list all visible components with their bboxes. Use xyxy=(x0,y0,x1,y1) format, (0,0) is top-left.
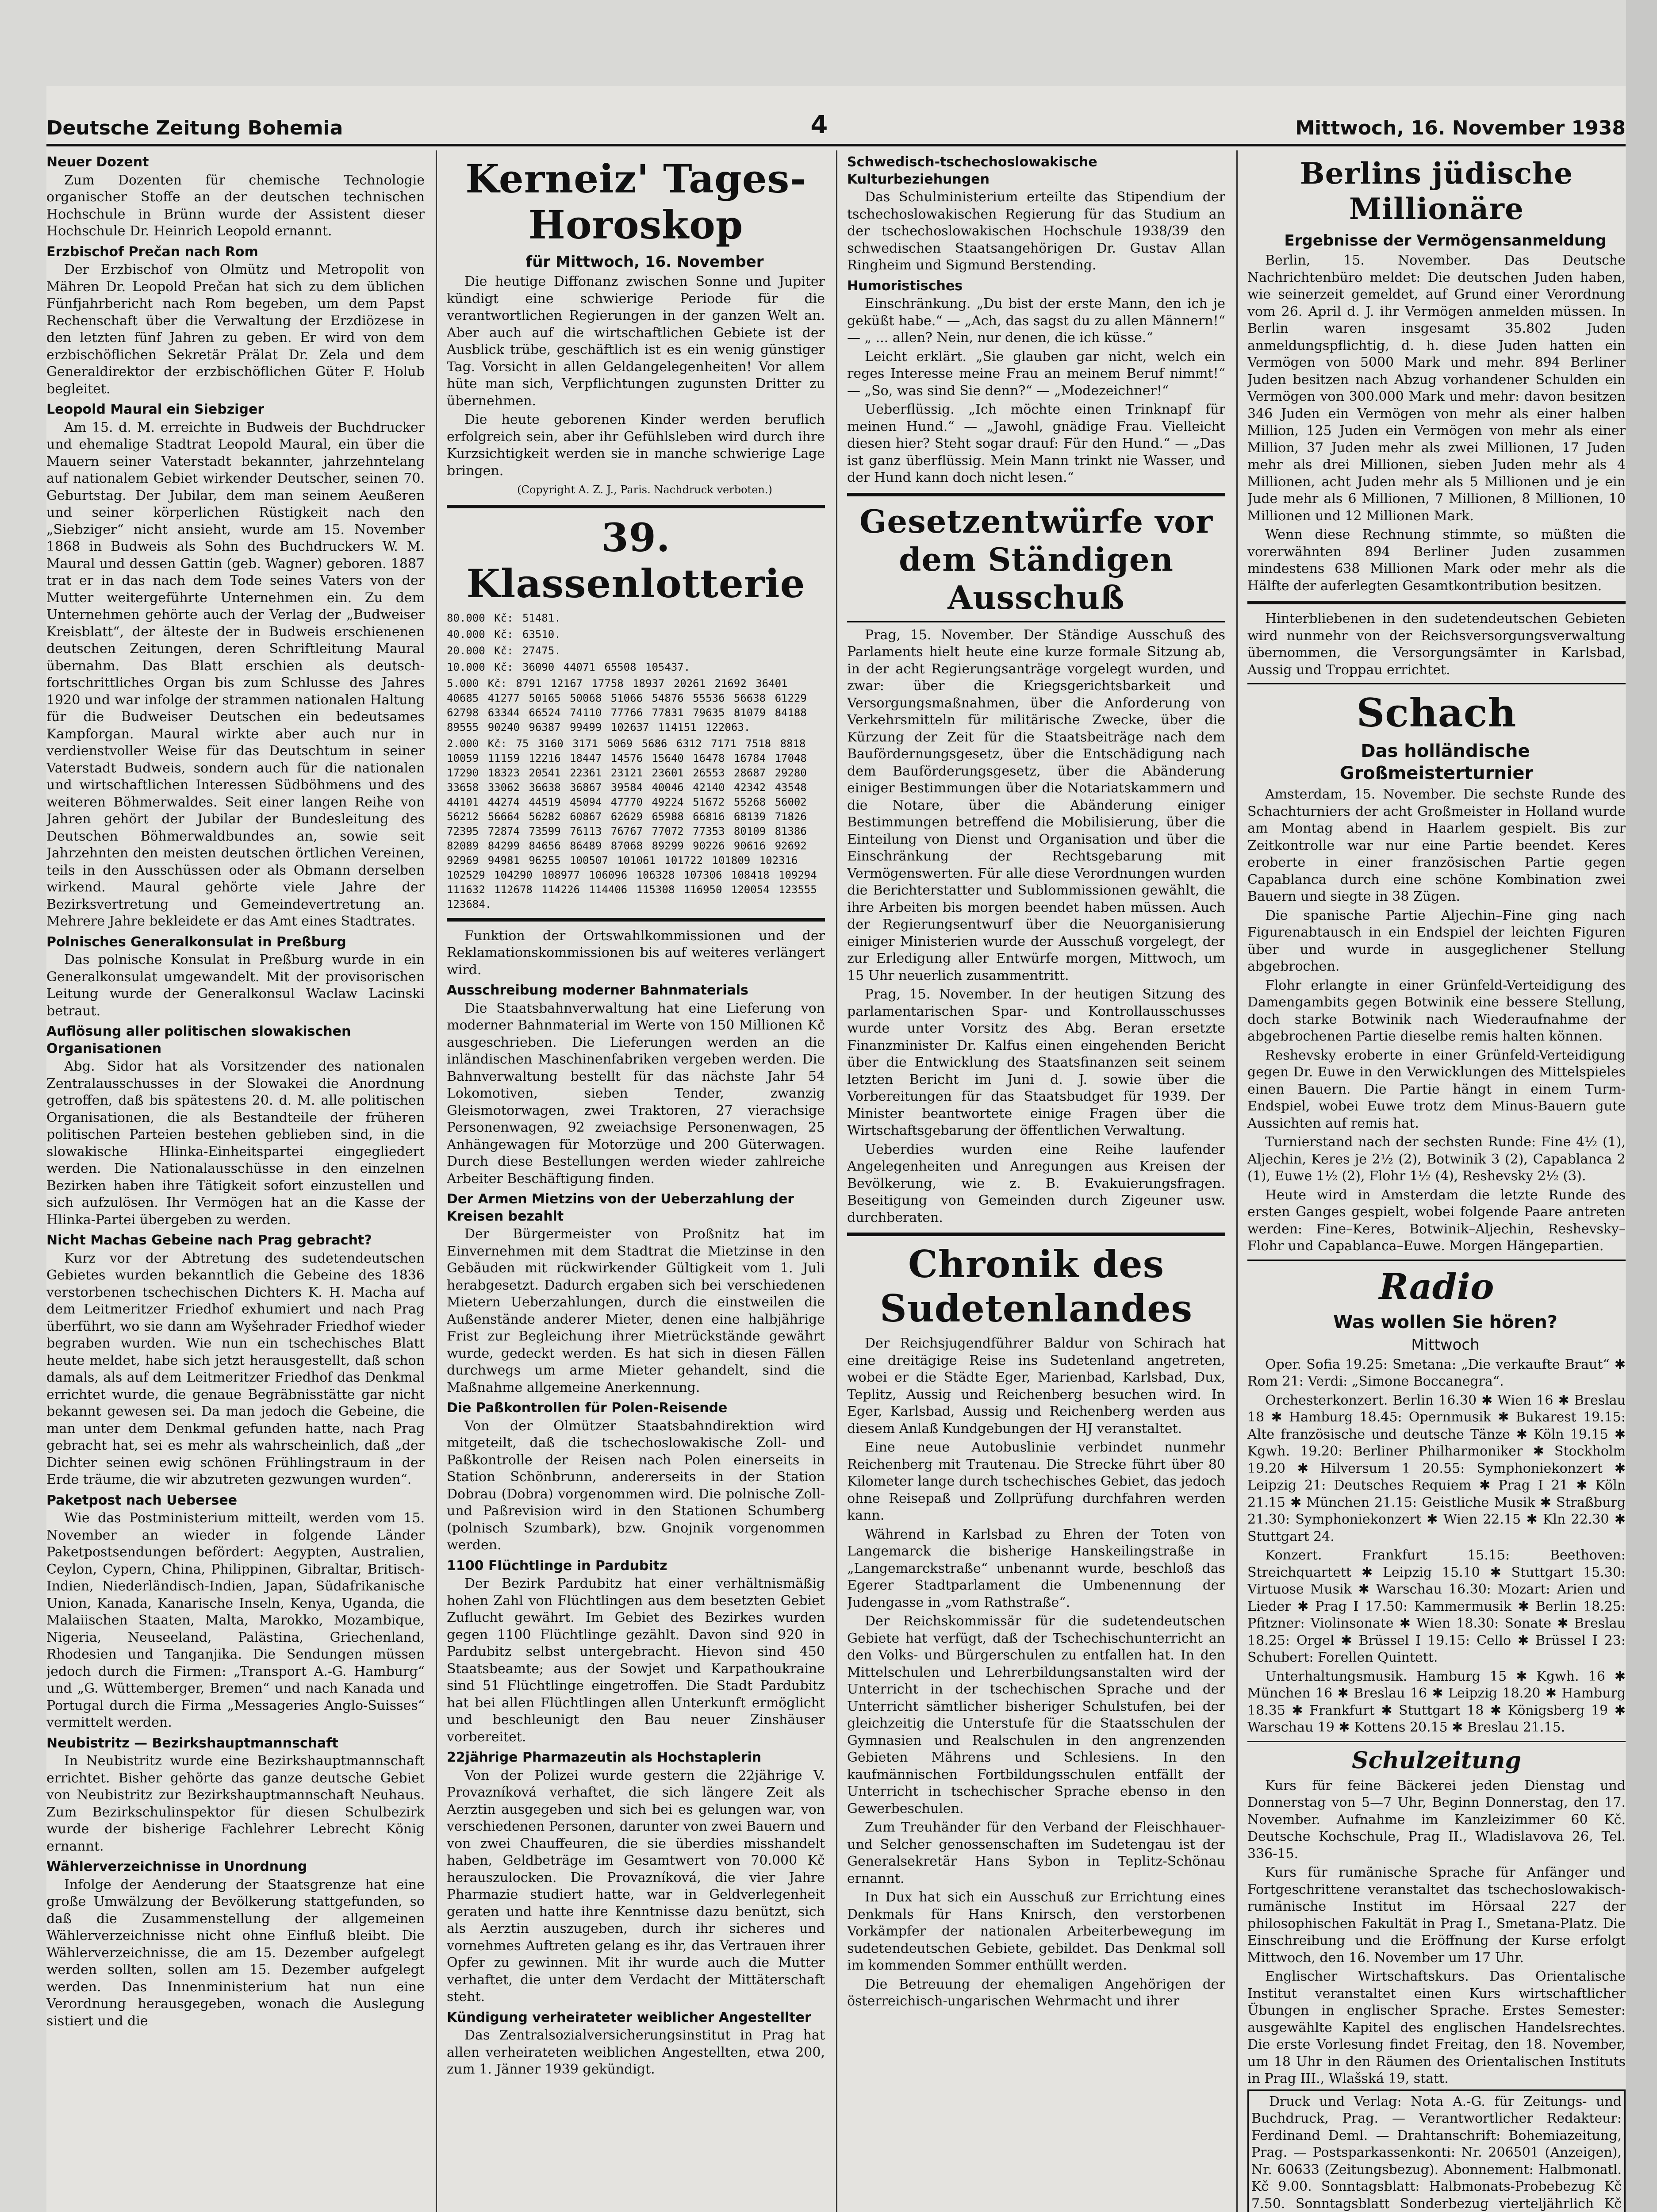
horoscope-date: für Mittwoch, 16. November xyxy=(525,253,764,271)
school-notice: Kurs für rumänische Sprache für Anfänger und Fortgeschrittene veranstaltet das tschechoslowakisch-rumänische Institut im Hörsaal 227 der philosophischen Fakultät in Prag I., Smetana-Platz. Die Einschreibung und die Eröffnung der Kurse erfolgt Mittwoch, den 16. November um 17 Uhr. xyxy=(1247,1865,1626,1966)
lottery-line: 2.000 Kč: 75 3160 3171 5069 5686 6312 7171 7518 8818 10059 11159 12216 18447 14576 15640 16478 16784 17048 17290 18323 20541 22361 23121 23601 26553 28687 29280 33658 33062 36638 36867 39584 40046 42140 42342 43548 44101 44274 44519 45094 47770 49224 51672 55268 56002 56212 56664 56282 60867 62629 65988 66816 68139 71826 72395 72874 73599 76113 76767 77072 77353 80109 81386 82089 84299 84656 86489 87068 89299 90226 90616 92692 92969 94981 96255 100507 101061 101722 101809 102316 102529 104290 108977 106096 106328 107306 108418 109294 111632 112678 114226 114406 115308 116950 120054 123555 123684. xyxy=(447,737,817,910)
article-body: Das polnische Konsulat in Preßburg wurde in ein Generalkonsulat umgewandelt. Mit der provisorischen Leitung wurde der Generalkonsul Waclaw Lacinski betraut. xyxy=(46,952,425,1019)
laws-text-2: Prag, 15. November. In der heutigen Sitzung des parlamentarischen Spar- und Kontrollausschusses wurde unter Vorsitz des Abg. Beran ersetzte Finanzminister Dr. Kalfus einen eingehenden Bericht über die Entwicklung des Staatsfinanzen seit seinem letzten Bericht im Juni d. J. sowie über die Vorbereitungen für das Staatsbudget für 1939. Der Minister beantwortete einige Fragen über die Wirtschaftsgebarung der öffentlichen Verwaltung. xyxy=(847,987,1225,1138)
berlin-text-1: Berlin, 15. November. Das Deutsche Nachrichtenbüro meldet: Die deutschen Juden haben, wie seinerzeit gemeldet, auf Grund einer Verordnung vom 26. April d. J. ihr Vermögen anmelden müssen. In Berlin waren insgesamt 35.802 Juden anmeldungspflichtig, d. h. diese Juden hatten ein Vermögen von 5000 Mark und mehr. 894 Berliner Juden besitzen nach Abzug vorhandener Schulden ein Vermögen von 300.000 Mark und mehr: davon besitzen 346 Juden ein Vermögen von mehr als einer halben Million, 125 Juden ein Vermögen von mehr als einer Million, 37 Juden mehr als zwei Millionen, 17 Juden mehr als drei Millionen, sieben Juden mehr als 4 Millionen, acht Juden mehr als 5 Millionen und je ein Jude mehr als 6 Millionen, 7 Millionen, 8 Millionen, 10 Millionen und 12 Millionen Mark. xyxy=(1247,253,1626,524)
article-heading: 1100 Flüchtlinge in Pardubitz xyxy=(447,1558,667,1574)
berlin-text-2: Wenn diese Rechnung stimmte, so müßten die vorerwähnten 894 Berliner Juden zusammen mindestens 638 Millionen Mark oder mehr als die Hälfte der auferlegten Gesamtkontribution besitzen. xyxy=(1247,527,1626,594)
school-section xyxy=(1247,1778,1626,2088)
section-separator xyxy=(847,1233,1225,1236)
article-heading: Leopold Maural ein Siebziger xyxy=(46,402,265,417)
article-heading: Der Armen Mietzins von der Ueberzahlung der Kreisen bezahlt xyxy=(447,1191,794,1224)
article-body: Kurz vor der Abtretung des sudetendeutschen Gebietes wurden bekanntlich die Gebeine des 1836 verstorbenen tschechischen Dichters K. H. Macha auf dem Leitmeritzer Friedhof exhumiert und nach Prag überführt, wo sie dann am Wyšehrader Friedhof wieder begraben wurden. Wie nun ein tschechisches Blatt heute meldet, habe sich jetzt herausgestellt, daß schon damals, als auf dem Leitmeritzer Friedhof das Denkmal errichtet wurde, die genaue Begräbnisstätte gar nicht bekannt gewesen sei. Da man jedoch die Gebeine, die man unter dem Denkmal gefunden hatte, nach Prag gebracht hat, sei es mehr als wahrscheinlich, daß „der Dichter seinen ewig schönen Frühlingstraum in der Erde träume, die wir abzutreten gezwungen wurden“. xyxy=(46,1250,425,1487)
section-rule xyxy=(1247,683,1626,684)
page-header xyxy=(46,104,1626,139)
chronik-item: Der Reichskommissär für die sudetendeutschen Gebiete hat verfügt, daß der Tschechischunterricht an den Volks- und Bürgerschulen zu entfallen hat. In den Mittelschulen und Lehrerbildungsanstalten wird der Unterricht in der tschechischen Sprache und der Unterricht sämtlicher bisheriger Schulstufen, bei der gleichzeitig die Unterstufe für die Staatsschulen der Gymnasien und Realschulen in den angrenzenden Gebieten Mährens und Schlesiens. In den kaufmännischen Fortbildungsschulen entfällt der Unterricht in tschechischer Sprache ebenso in den Gewerbeschulen. xyxy=(847,1613,1225,1816)
article-body: Abg. Sidor hat als Vorsitzender des nationalen Zentralausschusses in der Slowakei die Anordnung getroffen, daß bis spätestens 20. d. M. alle politischen Organisationen, die als Bestandteile der früheren politischen Parteien bestehen geblieben sind, in die slowakische Hlinka-Einheitspartei eingegliedert werden. Die Nationalausschüsse in den einzelnen Bezirken haben ihre Tätigkeit sofort einzustellen und sich aufzulösen. Ihr Vermögen hat an die Kasse der Hlinka-Partei übergeben zu werden. xyxy=(46,1059,425,1228)
chronik-item: Der Reichsjugendführer Baldur von Schirach hat eine dreitägige Reise ins Sudetenland angetreten, wobei er die Städte Eger, Marienbad, Karlsbad, Dux, Teplitz, Aussig und Reichenberg besuchen wird. In Eger, Karlsbad, Aussig und Reichenberg werden aus diesem Anlaß Kundgebungen der HJ veranstaltet. xyxy=(847,1336,1225,1436)
section-separator xyxy=(447,505,825,508)
berlin-subtitle: Ergebnisse der Vermögensanmeldung xyxy=(1284,232,1607,250)
section-separator xyxy=(847,493,1225,496)
article-heading: Kündigung verheirateter weiblicher Angestellter xyxy=(447,2009,811,2025)
lottery-line: 5.000 Kč: 8791 12167 17758 18937 20261 21692 36401 40685 41277 50165 50068 51066 54876 55536 56638 61229 62798 63344 66524 74110 77766 77831 79635 81079 84188 89555 90240 96387 99499 102637 114151 122063. xyxy=(447,677,807,733)
column-2 xyxy=(447,150,825,2212)
article-body: Wie das Postministerium mitteilt, werden vom 15. November an wieder in folgende Länder Paketpostsendungen befördert: Aegypten, Australien, Ceylon, Cypern, China, Philippinen, Gibraltar, Britisch-Indien, Niederländisch-Indien, Japan, Südafrikanische Union, Kanada, Kanarische Inseln, Kenya, Uganda, die Malaiischen Staaten, Malta, Marokko, Mozambique, Nigeria, Neuseeland, Palästina, Griechenland, Rhodesien und Tanganjika. Die Sendungen müssen jedoch durch die Firmen: „Transport A.-G. Hamburg“ und „G. Wüttemberger, Bremen“ und nach Kanada und Portugal durch die Firma „Messageries Anglo-Suisses“ vermittelt werden. xyxy=(46,1510,425,1730)
section-separator xyxy=(1247,601,1626,604)
lottery-results xyxy=(447,611,825,912)
school-notice: Kurs für feine Bäckerei jeden Dienstag und Donnerstag von 5—7 Uhr, Beginn Donnerstag, den 17. November. Aufnahme im Kanzleizimmer 60 Kč. Deutsche Kochschule, Prag II., Wladislavova 26, Tel. 336-15. xyxy=(1247,1778,1626,1862)
horoscope-text: Die heutige Diffonanz zwischen Sonne und Jupiter kündigt eine schwierige Periode für die verantwortlichen Regierungen in der ganzen Welt an. Aber auch auf die wirtschaftlichen Gebiete ist der Ausblick trübe, geschäftlich ist es ein wenig günstiger Tag. Vorsicht in allen Geldangelegenheiten! Vor allem hüte man sich, Verpflichtungen zugunsten Dritter zu übernehmen. xyxy=(447,274,825,409)
laws-text-1: Prag, 15. November. Der Ständige Ausschuß des Parlaments hielt heute eine kurze formale Sitzung ab, in der acht Regierungsanträge vorgelegt wurden, und zwar: über die Kriegsgerichtsbarkeit und Versorgungsmaßnahmen, über die Anforderung von Verkehrsmitteln für militärische Zwecke, über die Kürzung der Zeit für die Staatsbeiträge nach dem Baufördernungsgesetz, über die Entschädigung nach dem Bauförderungsgesetz, über die Abänderung einiger Bestimmungen über die Notariatskammern und die Notare, über die Abänderung einiger Bestimmungen betreffend die Mobilisierung, über die Einteilung von Dienst und Organisation und über die Einschränkung der Rechtsgebarung mit Vermögenswerten. Für alle diese Verordnungen wurden die Berichterstatter und Sublommissionen gewählt, die ihre Arbeiten bis morgen beendet haben müssen. Auch der Regierungsentwurf über die Neuorganisierung einiger Ministerien wurde der Ausschuß vorgelegt, der zur Erledigung aller Entwürfe morgen, Mittwoch, um 15 Uhr neuerlich zusammentritt. xyxy=(847,627,1225,983)
article-body: Infolge der Aenderung der Staatsgrenze hat eine große Umwälzung der Bevölkerung stattgefunden, so daß die Zusammenstellung der allgemeinen Wählerverzeichnisse nicht ohne Einfluß bleibt. Die Wählerverzeichnisse, die am 15. Dezember aufgelegt werden sollten, sollen am 15. Dezember aufgelegt werden. Das Innenministerium hat nun eine Verordnung herausgegeben, wonach die Auslegung sistiert und die xyxy=(46,1877,425,2029)
radio-listing: Unterhaltungsmusik. Hamburg 15 ✱ Kgwh. 16 ✱ München 16 ✱ Breslau 16 ✱ Leipzig 18.20 ✱ Hamburg 18.35 ✱ Frankfurt ✱ Stuttgart 18 ✱ Königsberg 19 ✱ Warschau 19 ✱ Kottens 20.15 ✱ Breslau 21.15. xyxy=(1247,1668,1626,1735)
laws-text-3: Ueberdies wurden eine Reihe laufender Angelegenheiten und Anregungen aus Kreisen der Bevölkerung, wie z. B. Evakuierungsfragen. Beseitigung von Gemeinden durch Zigeuner usw. durchberaten. xyxy=(847,1141,1225,1225)
article-heading: Neuer Dozent xyxy=(46,154,149,170)
article-body: Das Schulministerium erteilte das Stipendium der tschechoslowakischen Regierung für das Studium an der tschechoslowakischen Hochschule 1938/39 den schwedischen Staatsangehörigen Dr. Gustav Allan Ringheim und Sigmund Berstending. xyxy=(847,189,1225,273)
radio-listing: Oper. Sofia 19.25: Smetana: „Die verkaufte Braut“ ✱ Rom 21: Verdi: „Simone Boccanegra“. xyxy=(1247,1356,1626,1389)
chess-section xyxy=(1247,786,1626,1255)
column-2-articles xyxy=(447,928,825,2078)
radio-subtitle: Was wollen Sie hören? xyxy=(1333,1312,1557,1333)
article-body: Zum Dozenten für chemische Technologie organischer Stoffe an der deutschen technischen Hochschule in Brünn wurde der Assistent dieser Hochschule Dr. Heinrich Leopold ernannt. xyxy=(46,172,425,239)
chess-paragraph: Die spanische Partie Aljechin–Fine ging nach Figurenabtausch in ein Endspiel der leichten Figuren über und wurde in ausgeglichener Stellung abgebrochen. xyxy=(1247,907,1626,974)
article-heading: Schwedisch-tschechoslowakische Kulturbeziehungen xyxy=(847,154,1097,187)
column-divider xyxy=(436,150,437,2212)
article-heading: Die Paßkontrollen für Polen-Reisende xyxy=(447,1400,728,1416)
article-body: Der Bezirk Pardubitz hat einer verhältnismäßig hohen Zahl von Flüchtlingen aus dem besetzten Gebiet Zuflucht gewährt. Im Gebiet des Bezirkes wurden gegen 1100 Flüchtlinge gezählt. Davon sind 920 in Pardubitz selbst untergebracht. Hievon sind 450 Staatsbeamte; aus der Sowjet und Karpathoukraine sind 51 Flüchtlinge eingetroffen. Die Stadt Pardubitz hat bei allen Flüchtlingen allen Unterkunft ermöglicht und beschleunigt den Bau neuer Zinshäuser vorbereitet. xyxy=(447,1576,825,1745)
masthead-left: Deutsche Zeitung Bohemia xyxy=(46,117,343,139)
berlin-title: Berlins jüdische Millionäre xyxy=(1300,156,1573,226)
chronik-item: Während in Karlsbad zu Ehren der Toten von Langemarck die bisherige Hanskeilingstraße in „Langemarckstraße“ unbenannt wurde, beschloß das Egerer Stadtparlament die Umbenennung der Judengasse in „vom Rathstraße“. xyxy=(847,1526,1225,1610)
section-rule xyxy=(847,621,1225,622)
article-heading: 22jährige Pharmazeutin als Hochstaplerin xyxy=(447,1750,762,1765)
article-body: Am 15. d. M. erreichte in Budweis der Buchdrucker und ehemalige Stadtrat Leopold Maural, ein über die Mauern seiner Vaterstadt bekannter, jahrzehntelang auf nationalem Gebiet wirkender Deutscher, seinen 70. Geburtstag. Der Jubilar, dem man seinem Aeußeren und seiner körperlichen Rüstigkeit nach den „Siebziger“ nicht ansieht, wurde am 15. November 1868 in Budweis als Sohn des Buchdruckers W. M. Maural und dessen Gattin (geb. Wagner) geboren. 1887 trat er in das nach dem Tode seines Vaters von der Mutter weitergeführte Unternehmen ein. Zu dem Unternehmen gehörte auch der Verlag der „Budweiser Kreisblatt“, der älteste der in Budweis erschienenen deutschen Zeitungen, deren Schriftleitung Maural übernahm. Das Blatt erschien als deutsch-fortschrittliches Organ bis zum Schlusse des Jahres 1920 und war infolge der strammen nationalen Haltung für die Budweiser Deutschen ein bedeutsames Kampforgan. Maural wirkte aber auch nur in verdienstvoller Weise für das Deutschtum in seiner Vaterstadt Budweis, sondern auch für die nationalen und wirtschaftlichen Interessen Südböhmens und des weiteren Böhmerwaldes. Seit einer langen Reihe von Jahren gehört der Jubilar der Bundesleitung des Deutschen Böhmerwaldbundes an, sowie seit Jahrzehnten den meisten deutschen örtlichen Vereinen, teils in den Ausschüssen oder als Obmann derselben wirkend. Maural gehörte viele Jahre der Bezirksvertretung und Gemeindevertretung an. Mehrere Jahre bekleidete er das Amt eines Stadtrates. xyxy=(46,419,425,929)
imprint: Druck und Verlag: Nota A.-G. für Zeitungs- und Buchdruck, Prag. — Verantwortlicher Redakteur: Ferdinand Deml. — Drahtanschrift: Bohemiazeitung, Prag. — Postsparkassenkonti: Nr. 206501 (Anzeigen), Nr. 60633 (Zeitungsbezug). Abonnement: Halbmonatl. Kč 9.00. Sonntagsblatt: Halbmonats-Probebezug Kč 7.50. Sonntagsblatt Sonderbezug vierteljährlich Kč xyxy=(1247,2089,1626,2212)
chess-paragraph: Flohr erlangte in einer Grünfeld-Verteidigung des Damengambits gegen Botwinik eine bessere Stellung, doch starke Botwinik nach Wiederaufnahme der abgebrochenen Partie dieselbe remis halten können. xyxy=(1247,977,1626,1044)
article-body: Der Erzbischof von Olmütz und Metropolit von Mähren Dr. Leopold Prečan hat sich zu dem üblichen Fünfjahrbericht nach Rom begeben, um dem Papst Rechenschaft über die Verwaltung der Erzdiözese in den letzten fünf Jahren zu geben. Er wird von dem erzbischöflichen Sekretär Prälat Dr. Zela und dem Generaldirektor der erzbischöflichen Güter F. Holub begleitet. xyxy=(46,262,425,397)
newspaper-page xyxy=(46,86,1626,2212)
article-heading: Erzbischof Prečan nach Rom xyxy=(46,244,258,260)
column-divider xyxy=(836,150,837,2212)
chronik-item: Zum Treuhänder für den Verband der Fleischhauer- und Selcher genossenschaften im Sudetengau ist der Generalsekretär Hans Sybon in Teplitz-Schönau ernannt. xyxy=(847,1820,1225,1886)
chess-paragraph: Turnierstand nach der sechsten Runde: Fine 4½ (1), Aljechin, Keres je 2½ (2), Botwinik 3 (2), Capablanca 2 (1), Euwe 1½ (2), Flohr 1½ (4), Reshevsky 2½ (3). xyxy=(1247,1134,1626,1184)
horoscope-text-2: Die heute geborenen Kinder werden beruflich erfolgreich sein, aber ihr Gefühlsleben wird durch ihre Kurzsichtigkeit werden sie in manche schwierige Lage bringen. xyxy=(447,412,825,479)
radio-listing: Konzert. Frankfurt 15.15: Beethoven: Streichquartett ✱ Leipzig 15.10 ✱ Stuttgart 15.30: Virtuose Musik ✱ Warschau 16.30: Mozart: Arien und Lieder ✱ Prag I 17.50: Kammermusik ✱ Berlin 18.25: Pfitzner: Violinsonate ✱ Wien 18.30: Sonate ✱ Breslau 18.25: Orgel ✱ Brüssel I 19.15: Cello ✱ Brüssel I 23: Schubert: Forellen Quintett. xyxy=(1247,1548,1626,1665)
article-heading: Paketpost nach Uebersee xyxy=(46,1492,238,1508)
section-rule xyxy=(1247,1741,1626,1742)
masthead-date: Mittwoch, 16. November 1938 xyxy=(1295,117,1626,139)
radio-title: Radio xyxy=(1379,1265,1494,1307)
article-body: In Neubistritz wurde eine Bezirkshauptmannschaft errichtet. Bisher gehörte das ganze deutsche Gebiet von Neubistritz zur Bezirkshauptmannschaft Neuhaus. Zum Bezirkschulinspektor für diesen Schulbezirk wurde der bisherige Fachlehrer Lebrecht König ernannt. xyxy=(46,1753,425,1854)
article-heading: Ausschreibung moderner Bahnmaterials xyxy=(447,983,748,998)
chronik-title: Chronik des Sudetenlandes xyxy=(879,1242,1193,1330)
section-separator xyxy=(447,918,825,922)
chess-paragraph: Amsterdam, 15. November. Die sechste Runde des Schachturniers der acht Großmeister in Holland wurde am Montag abend in Haarlem gespielt. Bis zur Zeitkontrolle war nur eine Partie beendet. Keres eroberte in einer französischen Partie gegen Capablanca durch eine schöne Kombination zwei Bauern und siegte in 38 Zügen. xyxy=(1247,787,1626,904)
chronik-item: Die Betreuung der ehemaligen Angehörigen der österreichisch-ungarischen Wehrmacht und ihrer xyxy=(847,1976,1225,2009)
scan-edge xyxy=(1626,0,1657,2212)
horoscope-title: Kerneiz' Tages-Horoskop xyxy=(465,156,806,248)
article-body: Funktion der Ortswahlkommissionen und der Reklamationskommissionen bis auf weiteres verlängert wird. xyxy=(447,928,825,978)
column-1 xyxy=(46,150,425,2212)
article-body: Das Zentralsozialversicherungsinstitut in Prag hat allen verheirateten weiblichen Angestellten, etwa 200, zum 1. Jänner 1939 gekündigt. xyxy=(447,2028,825,2077)
column-3 xyxy=(847,150,1225,2212)
article-heading: Neubistritz — Bezirkshauptmannschaft xyxy=(46,1735,338,1751)
humor-heading: Humoristisches xyxy=(847,278,963,294)
column-4 xyxy=(1247,150,1626,2212)
article-body: Von der Polizei wurde gestern die 22jährige V. Provazníková verhaftet, die sich längere Zeit als Aerztin ausgegeben und sich bei es gelungen war, von verschiedenen Personen, darunter von zwei Bauern und von zwei Chauffeuren, die sie überdies misshandelt haben, Geldbeträge im Gesamtwert von 70.000 Kč herauszulocken. Die Provazníková, die vier Jahre Pharmazie studiert hatte, war in Geldverlegenheit geraten und hatte ihre Kenntnisse dazu benützt, sich als Aerztin auszugeben, durch ihr sicheres und vornehmes Auftreten gelang es ihr, das Vertrauen ihrer Opfer zu gewinnen. Mit ihr wurde auch die Mutter verhaftet, die unter dem Verdacht der Mittäterschaft steht. xyxy=(447,1767,825,2005)
column-divider xyxy=(1236,150,1238,2212)
chess-paragraph: Heute wird in Amsterdam die letzte Runde des ersten Ganges gespielt, wobei folgende Paare antreten werden: Fine–Keres, Botwinik–Aljechin, Reshevsky–Flohr und Capablanca–Euwe. Morgen Hängepartien. xyxy=(1247,1187,1626,1254)
radio-day: Mittwoch xyxy=(1411,1336,1480,1354)
lottery-line: 40.000 Kč: 63510. xyxy=(447,628,561,641)
chronik-item: Eine neue Autobuslinie verbindet nunmehr Reichenberg mit Trautenau. Die Strecke führt über 80 Kilometer lange durch tschechisches Gebiet, das jedoch ohne Reisepaß und Zollprüfung durchfahren werden kann. xyxy=(847,1440,1225,1523)
article-body: Die Staatsbahnverwaltung hat eine Lieferung von moderner Bahnmaterial im Werte von 150 Millionen Kč ausgeschrieben. Die Lieferungen werden an die inländischen Maschinenfabriken vergeben werden. Die Bahnverwaltung bestellt für das nächste Jahr 54 Lokomotiven, sieben Tender, zwanzig Gleismotorwagen, zwei Traktoren, 27 vierachsige Personenwagen, 92 zweiachsige Personenwagen, 25 Anhängewagen für Motorzüge und 200 Güterwagen. Durch diese Bestellungen werden wieder zahlreiche Arbeiter Beschäftigung finden. xyxy=(447,1000,825,1187)
article-heading: Wählerverzeichnisse in Unordnung xyxy=(46,1859,307,1874)
horoscope-copyright: (Copyright A. Z. J., Paris. Nachdruck verboten.) xyxy=(517,484,772,496)
laws-title: Gesetzentwürfe vor dem Ständigen Ausschuß xyxy=(859,502,1213,616)
chess-paragraph: Reshevsky eroberte in einer Grünfeld-Verteidigung gegen Dr. Euwe in den Verwicklungen des Mittelspieles einen Bauern. Die Partie hängt in einem Turm-Endspiel, wobei Euwe trotz dem Minus-Bauern gute Aussichten auf remis hat. xyxy=(1247,1047,1626,1131)
school-title: Schulzeitung xyxy=(1352,1747,1521,1774)
radio-listing: Orchesterkonzert. Berlin 16.30 ✱ Wien 16 ✱ Breslau 18 ✱ Hamburg 18.45: Opernmusik ✱ Bukarest 19.15: Alte französische und deutsche Tänze ✱ Köln 19.15 ✱ Kgwh. 19.20: Berliner Philharmoniker ✱ Stockholm 19.20 ✱ Hilversum 1 20.55: Symphoniekonzert ✱ Leipzig 21: Deutsches Requiem ✱ Prag I 21 ✱ Köln 21.15 ✱ München 21.15: Geistliche Musik ✱ Straßburg 21.30: Symphoniekonzert ✱ Wien 22.15 ✱ Kln 22.30 ✱ Stuttgart 24. xyxy=(1247,1392,1626,1544)
humor-item: Einschränkung. „Du bist der erste Mann, den ich je geküßt habe.“ — „Ach, das sagst du zu allen Männern!“ — „ ... allen? Nein, nur denen, die ich küsse.“ xyxy=(847,296,1225,346)
page-number: 4 xyxy=(810,111,828,139)
chess-title: Schach xyxy=(1356,690,1517,736)
radio-section xyxy=(1247,1356,1626,1736)
lottery-line: 20.000 Kč: 27475. xyxy=(447,644,561,657)
header-rule xyxy=(46,144,1626,146)
lottery-title: 39. Klassenlotterie xyxy=(466,514,805,607)
humor-item: Ueberflüssig. „Ich möchte einen Trinknapf für meinen Hund.“ — „Jawohl, gnädige Frau. Vielleicht diesen hier? Steht sogar drauf: Für den Hund.“ — „Das ist ganz überflüssig. Mein Mann trinkt nie Wasser, und der Hund kann doch nicht lesen.“ xyxy=(847,402,1225,485)
berlin-text-3: Hinterbliebenen in den sudetendeutschen Gebieten wird nunmehr von der Reichsversorgungsverwaltung übernommen, die Versorgungsämter in Karlsbad, Aussig und Troppau errichtet. xyxy=(1247,611,1626,678)
chronik-section xyxy=(847,1335,1225,2010)
article-body: Der Bürgermeister von Proßnitz hat im Einvernehmen mit dem Stadtrat die Mietzinse in den Gebäuden mit rückwirkender Gültigkeit vom 1. Juli herabgesetzt. Dadurch ergaben sich bei verschiedenen Mietern Ueberzahlungen, durch die einstweilen die Außenstände anderer Mieter, denen eine halbjährige Frist zur Begleichung ihrer Mietrückstände gewährt wurde, gedeckt werden. Es hat sich in diesen Fällen durchwegs um arme Mieter gehandelt, sind die Maßnahme allgemeine Anerkennung. xyxy=(447,1226,825,1395)
chess-subtitle: Das holländische Großmeisterturnier xyxy=(1339,741,1534,783)
humor-section xyxy=(847,296,1225,487)
chronik-item: In Dux hat sich ein Ausschuß zur Errichtung eines Denkmals für Hans Knirsch, den verstorbenen Vorkämpfer der nationalen Arbeiterbewegung im sudetendeutschen Gebiete, gebildet. Das Denkmal soll im kommenden Sommer enthüllt werden. xyxy=(847,1889,1225,1973)
section-rule xyxy=(1247,1260,1626,1261)
lottery-line: 10.000 Kč: 36090 44071 65508 105437. xyxy=(447,661,690,673)
lottery-line: 80.000 Kč: 51481. xyxy=(447,611,561,624)
school-notice: Englischer Wirtschaftskurs. Das Orientalische Institut veranstaltet einen Kurs wirtschaftlicher Übungen in englischer Sprache. Erstes Semester: ausgewählte Kapitel des englischen Handelsrechtes. Die erste Vorlesung findet Freitag, den 18. November, um 18 Uhr in den Räumen des Orientalischen Instituts in Prag III., Wlašská 19, statt. xyxy=(1247,1969,1626,2086)
article-body: Von der Olmützer Staatsbahndirektion wird mitgeteilt, daß die tschechoslowakische Zoll- und Paßkontrolle der Reisen nach Polen einerseits in Station Schönbrunn, andererseits in der Station Dobrau (Dobra) vorgenommen wird. Die polnische Zoll- und Paßrevision wird in den Stationen Schumberg (polnisch Szumbark), bzw. Gnojnik vorgenommen werden. xyxy=(447,1418,825,1553)
article-heading: Polnisches Generalkonsulat in Preßburg xyxy=(46,934,346,950)
humor-item: Leicht erklärt. „Sie glauben gar nicht, welch ein reges Interesse meine Frau an meinem Beruf nimmt!“ — „So, was sind Sie denn?“ — „Modezeichner!“ xyxy=(847,349,1225,399)
article-heading: Nicht Machas Gebeine nach Prag gebracht? xyxy=(46,1233,372,1248)
article-heading: Auflösung aller politischen slowakischen Organisationen xyxy=(46,1024,351,1056)
